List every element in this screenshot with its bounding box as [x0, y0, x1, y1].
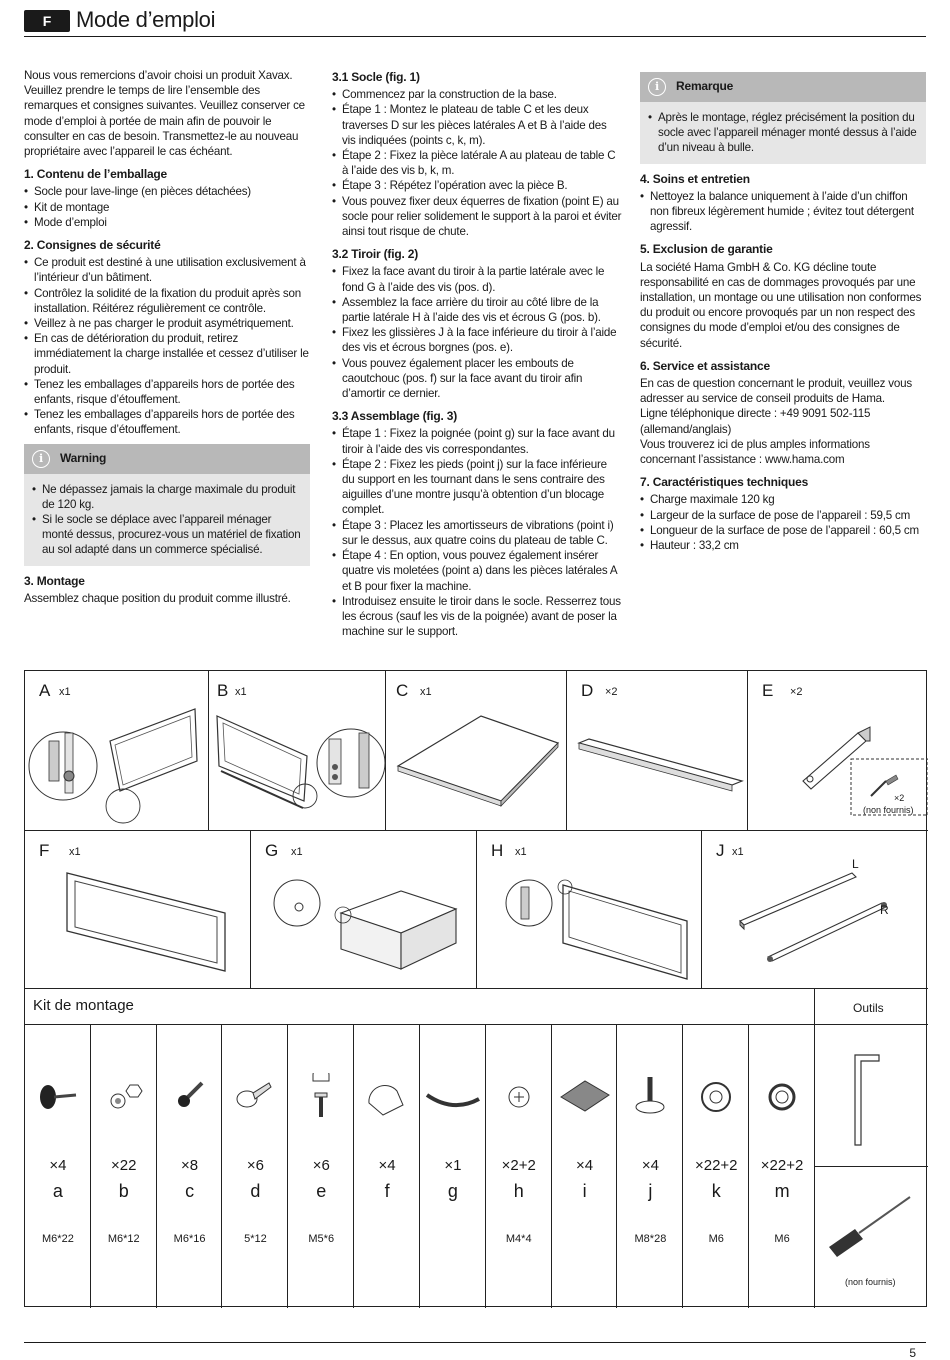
warning-box [24, 444, 310, 566]
kit-item-i [552, 1025, 618, 1308]
e-not-supplied: (non fournis) [863, 805, 914, 815]
remark-header [640, 72, 926, 102]
part-cell-j [702, 831, 928, 989]
kit-item-c [157, 1025, 223, 1308]
handle-icon [423, 1073, 483, 1123]
spring-washer-icon [752, 1073, 812, 1123]
service-web: Vous trouverez ici de plus amples informations concernant l’assistance : www.hama.com [640, 437, 870, 467]
kit-qty: ×4 [576, 1157, 594, 1174]
kit-item-k [683, 1025, 749, 1308]
part-cell-g [251, 831, 477, 989]
list-item: • Mode d’emploi [24, 215, 310, 230]
section-7-title: 7. Caractéristiques techniques [640, 475, 809, 490]
foot-screw-icon [620, 1073, 680, 1123]
section-2-list [24, 255, 310, 437]
part-cell-f [25, 831, 251, 989]
phillips-screw-icon [489, 1073, 549, 1123]
footer-rule [24, 1342, 926, 1343]
tools-header [815, 989, 928, 1025]
part-letter: F [39, 841, 50, 860]
tool-hex-key-cell [815, 1025, 928, 1167]
list-item: • Étape 3 : Placez les amortisseurs de vibrations (point i) sur le dessus, aux quatre coins du plateau de table C. [332, 518, 622, 548]
part-cell-c [386, 671, 567, 831]
part-qty: ×2 [605, 686, 618, 698]
section-3-3-title: 3.3 Assemblage (fig. 3) [332, 409, 457, 424]
section-3-text: Assemblez chaque position du produit comme illustré. [24, 591, 291, 605]
kit-size: M6 [708, 1233, 724, 1245]
list-item: • Tenez les emballages d’appareils hors de portée des enfants, risque d’étouffement. [24, 407, 310, 437]
section-5-title: 5. Exclusion de garantie [640, 242, 773, 257]
list-item: • En cas de détérioration du produit, retirez immédiatement la charge installée et cessez d’utiliser le produit. [24, 331, 310, 377]
part-letter: D [581, 681, 594, 700]
list-item: • Hauteur : 33,2 cm [640, 538, 926, 553]
kit-qty: ×4 [49, 1157, 67, 1174]
list-item: • Étape 4 : En option, vous pouvez également insérer quatre vis moletées (point a) dans les pièces latérales A et B pour fixer la machine. [332, 548, 622, 594]
kit-letter: d [250, 1181, 261, 1201]
part-qty: x1 [732, 846, 744, 858]
section-3-title: 3. Montage [24, 573, 85, 588]
table-top-drawing [386, 671, 567, 831]
list-item: • Si le socle se déplace avec l’appareil ménager monté dessus, procurez-vous un matériel de fixation au sol adapté dans un commerce spécialisé. [32, 512, 302, 558]
service-text: En cas de question concernant le produit, veuillez vous adresser au service de conseil produits de Hama. [640, 377, 912, 406]
remark-title: Remarque [676, 79, 734, 94]
bolt-nut-icon [94, 1073, 154, 1123]
list-item: • Étape 3 : Répétez l’opération avec la pièce B. [332, 178, 622, 193]
drawer-slides-drawing [702, 831, 928, 989]
kit-header [25, 989, 815, 1025]
kit-title: Kit de montage [33, 997, 134, 1014]
kit-qty: ×2+2 [501, 1157, 536, 1174]
list-item: • Kit de montage [24, 200, 310, 215]
rubber-cap-icon [357, 1073, 417, 1123]
section-3-1-title: 3.1 Socle (fig. 1) [332, 70, 420, 84]
kit-letter: i [582, 1181, 587, 1201]
tools-not-supplied: (non fournis) [845, 1277, 896, 1287]
list-item: • Assemblez la face arrière du tiroir au côté libre de la partie latérale H à l’aide des vis et écrous G (pos. b). [332, 295, 622, 325]
warning-title: Warning [60, 451, 107, 466]
list-item: • Longueur de la surface de pose de l’appareil : 60,5 cm [640, 523, 926, 538]
kit-size: 5*12 [244, 1233, 267, 1245]
flat-washer-icon [686, 1073, 746, 1123]
list-item: • Veillez à ne pas charger le produit asymétriquement. [24, 316, 310, 331]
kit-letter: a [52, 1181, 63, 1201]
list-item: • Charge maximale 120 kg [640, 492, 926, 507]
list-item: • Commencez par la construction de la base. [332, 87, 622, 102]
part-qty: x1 [235, 686, 247, 698]
list-item: • Tenez les emballages d’appareils hors de portée des enfants, risque d’étouffement. [24, 377, 310, 407]
kit-item-h [486, 1025, 552, 1308]
list-item: • Étape 2 : Fixez la pièce latérale A au plateau de table C à l’aide des vis b, k, m. [332, 148, 622, 178]
page-title: Mode d’emploi [76, 7, 216, 32]
kit-item-d [223, 1025, 289, 1308]
info-icon: i [648, 78, 666, 96]
side-panel-a-drawing [25, 671, 209, 831]
kit-item-j [618, 1025, 684, 1308]
kit-size: M6*16 [173, 1233, 206, 1245]
page-number: 5 [909, 1346, 916, 1360]
part-letter: G [265, 841, 279, 860]
part-qty: x1 [291, 846, 303, 858]
part-qty: ×2 [790, 686, 803, 698]
kit-item-f [354, 1025, 420, 1308]
list-item: • Contrôlez la solidité de la fixation du produit après son installation. Réitérez régulièrement ce contrôle. [24, 286, 310, 316]
section-1-list [24, 184, 310, 230]
kit-size: M4*4 [505, 1233, 532, 1245]
part-letter: E [762, 681, 774, 700]
part-letter: C [396, 681, 409, 700]
hex-bolt-icon [160, 1073, 220, 1123]
kit-qty: ×22+2 [760, 1157, 804, 1174]
list-item: • Introduisez ensuite le tiroir dans le socle. Resserrez tous les écrous (sauf les vis de la poignée) avant de poser la machine sur le support. [332, 594, 622, 640]
part-cell-a [25, 671, 209, 831]
kit-size: M5*6 [308, 1233, 335, 1245]
kit-item-e [288, 1025, 354, 1308]
kit-item-b [91, 1025, 157, 1308]
crossbar-drawing [567, 671, 748, 831]
intro-text: Nous vous remercions d’avoir choisi un produit Xavax. Veuillez prendre le temps de lire l’ensemble des remarques et consignes suivantes. Veuillez conserver ce mode d’emploi à portée de main afin de pouvoir le consulter en cas de besoin. Transmettez-le au nouveau propriétaire avec l’appareil le cas échéant. [24, 69, 305, 159]
section-6-title: 6. Service et assistance [640, 358, 770, 373]
list-item: • Vous pouvez également placer les embouts de caoutchouc (pos. f) sur la face avant du tiroir afin d’amortir ce dernier. [332, 356, 622, 402]
list-item: • Étape 1 : Fixez la poignée (point g) sur la face avant du tiroir à l’aide des vis correspondantes. [332, 426, 622, 456]
kit-item-a [25, 1025, 91, 1308]
kit-letter: k [711, 1181, 721, 1201]
kit-qty: ×6 [246, 1157, 264, 1174]
part-qty: x1 [515, 846, 527, 858]
kit-qty: ×4 [378, 1157, 396, 1174]
kit-qty: ×8 [181, 1157, 199, 1174]
kit-qty: ×22 [111, 1157, 137, 1174]
column-3 [640, 68, 926, 553]
list-item: • Vous pouvez fixer deux équerres de fixation (point E) au socle pour relier solidement le support à la paroi et éviter ainsi tout risque de chute. [332, 194, 622, 240]
parts-figure [24, 670, 927, 1307]
kit-size: M8*28 [634, 1233, 667, 1245]
list-item: • Socle pour lave-linge (en pièces détachées) [24, 184, 310, 199]
language-badge: F [24, 10, 70, 32]
part-cell-d [567, 671, 748, 831]
list-item: • Étape 2 : Fixez les pieds (point j) sur la face inférieure du support en les tournant dans le sens contraire des aiguilles d’une montre jusqu’à obtention d’un blocage complet. [332, 457, 622, 518]
thumb-screw-icon [28, 1073, 88, 1123]
service-phone: Ligne téléphonique directe : +49 9091 502-115 (allemand/anglais) [640, 407, 871, 436]
self-tapping-screw-icon [225, 1073, 285, 1123]
part-qty: x1 [420, 686, 432, 698]
kit-letter: c [185, 1181, 195, 1201]
section-1-title: 1. Contenu de l’emballage [24, 167, 168, 182]
kit-qty: ×22+2 [694, 1157, 738, 1174]
list-item: • Fixez la face avant du tiroir à la partie latérale avec le fond G à l’aide des vis (pos. d). [332, 264, 622, 294]
part-cell-b [209, 671, 386, 831]
part-cell-e [748, 671, 928, 831]
vibration-pad-icon [555, 1073, 615, 1123]
kit-item-m [749, 1025, 815, 1308]
kit-letter: j [648, 1181, 653, 1201]
kit-item-g [420, 1025, 486, 1308]
kit-letter: b [118, 1181, 129, 1201]
list-item: • Nettoyez la balance uniquement à l’aide d’un chiffon non fibreux légèrement humide ; évitez tout détergent agressif. [640, 189, 926, 235]
drawer-body-drawing [251, 831, 477, 989]
kit-letter: h [513, 1181, 524, 1201]
kit-letter: m [774, 1181, 790, 1201]
kit-letter: g [447, 1181, 458, 1201]
kit-size: M6*12 [107, 1233, 140, 1245]
tool-screwdriver-cell [815, 1167, 928, 1308]
kit-letter: e [316, 1181, 327, 1201]
list-item: • Fixez les glissières J à la face inférieure du tiroir à l’aide des vis et écrous borgnes (pos. e). [332, 325, 622, 355]
slide-right-label: R [880, 903, 889, 917]
header-rule [24, 36, 926, 37]
hex-key-icon [815, 1025, 928, 1167]
warning-header [24, 444, 310, 474]
kit-qty: ×4 [641, 1157, 659, 1174]
section-3-2-title: 3.2 Tiroir (fig. 2) [332, 247, 418, 262]
e-extra-qty: ×2 [894, 793, 905, 803]
part-cell-h [477, 831, 702, 989]
list-item: • Ce produit est destiné à une utilisation exclusivement à l’intérieur d’un bâtiment. [24, 255, 310, 285]
kit-size: M6*22 [42, 1233, 74, 1245]
drawer-front-drawing [25, 831, 251, 989]
list-item: • Largeur de la surface de pose de l’appareil : 59,5 cm [640, 508, 926, 523]
part-letter: H [491, 841, 504, 860]
side-panel-b-drawing [209, 671, 386, 831]
kit-size: M6 [774, 1233, 790, 1245]
kit-qty: ×6 [312, 1157, 330, 1174]
info-icon: i [32, 450, 50, 468]
part-qty: x1 [69, 846, 81, 858]
section-5-text: La société Hama GmbH & Co. KG décline toute responsabilité en cas de dommages provoqués par une installation, un montage ou une utilisation non conformes du produit ou encore provoqués par un non respect des consignes du mode d’emploi et/ou des consignes de sécurité. [640, 260, 922, 350]
cap-nut-screw-icon [291, 1073, 351, 1123]
column-1 [24, 68, 310, 606]
list-item: • Après le montage, réglez précisément la position du socle avec l’appareil ménager monté dessus à l’aide d’un niveau à bulle. [648, 110, 918, 156]
tools-title: Outils [853, 1001, 884, 1015]
column-2 [332, 68, 622, 639]
list-item: • Étape 1 : Montez le plateau de table C et les deux traverses D sur les pièces latérales A et B à l’aide des vis indiquées (points c, k, m). [332, 102, 622, 148]
part-letter: A [39, 681, 51, 700]
slide-left-label: L [852, 857, 859, 871]
remark-box [640, 72, 926, 164]
kit-letter: f [384, 1181, 390, 1201]
section-4-title: 4. Soins et entretien [640, 171, 750, 186]
part-letter: J [716, 841, 725, 860]
list-item: • Ne dépassez jamais la charge maximale du produit de 120 kg. [32, 482, 302, 512]
drawer-back-drawing [477, 831, 702, 989]
part-letter: B [217, 681, 229, 700]
part-qty: x1 [59, 686, 71, 698]
kit-qty: ×1 [444, 1157, 462, 1174]
section-2-title: 2. Consignes de sécurité [24, 238, 161, 253]
